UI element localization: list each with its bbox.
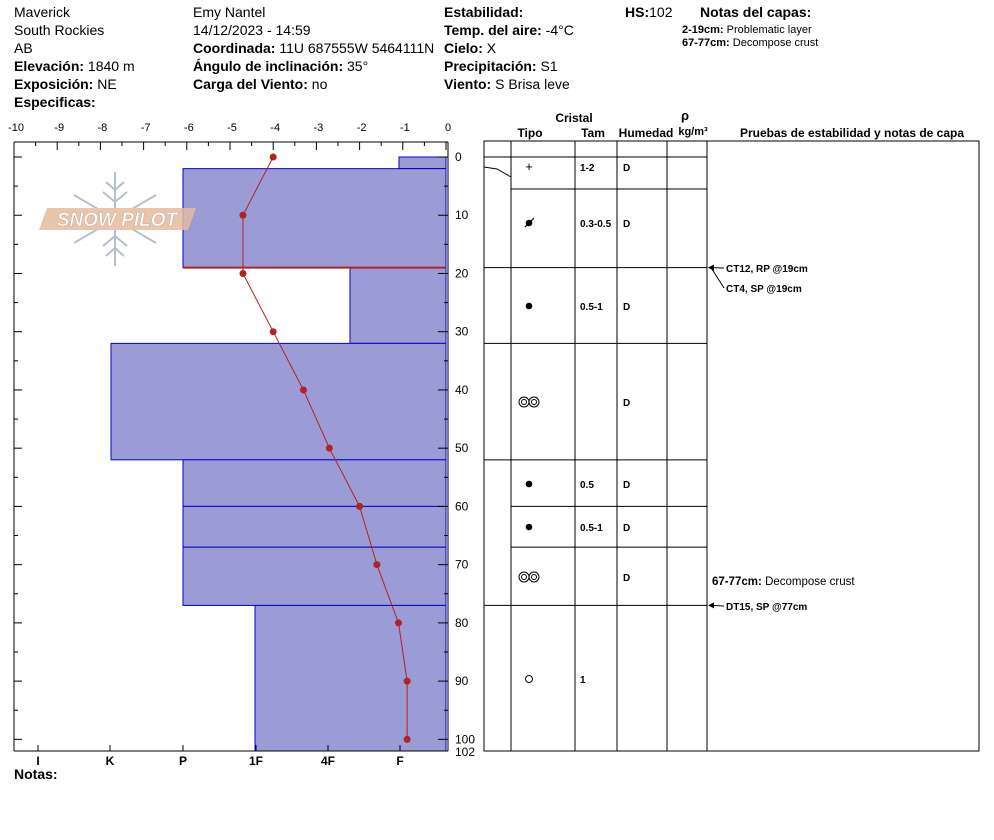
- hardness-tick-label: F: [396, 754, 404, 768]
- temp-tick-label: -9: [54, 122, 65, 134]
- temp-tick-label: -5: [227, 122, 237, 134]
- temp-tick-label: -7: [140, 122, 151, 134]
- temp-tick-label: -8: [97, 122, 108, 134]
- layer-size: 1: [580, 675, 586, 686]
- region: South Rockies: [14, 22, 105, 38]
- footer-notes: Notas:: [14, 766, 58, 782]
- header-tests: Pruebas de estabilidad y notas de capa: [739, 126, 965, 140]
- state: AB: [14, 40, 33, 56]
- stability-test-label: DT15, SP @77cm: [726, 602, 808, 613]
- table-frame: [484, 141, 979, 751]
- hardness-layer: [183, 547, 446, 605]
- observer: Emy Nantel: [193, 4, 266, 20]
- slope-angle: Ángulo de inclinación: 35°: [193, 58, 369, 74]
- layer-size: 0.5-1: [580, 302, 603, 313]
- layer-notes-title: Notas del capas:: [700, 4, 812, 20]
- sky: Cielo: X: [444, 40, 497, 56]
- hardness-layer: [350, 268, 446, 344]
- temperature-point: [404, 736, 411, 743]
- temperature-point: [395, 619, 402, 626]
- temperature-point: [373, 561, 380, 568]
- temp-tick-label: -4: [270, 122, 281, 134]
- layer-note-1: 2-19cm: Problematic layer: [682, 24, 812, 36]
- header-crystal: Cristal: [555, 111, 593, 125]
- air-temperature: Temp. del aire: -4°C: [444, 22, 574, 38]
- layer-note-label: [712, 576, 855, 588]
- header-density-unit: kg/m³: [678, 126, 708, 138]
- layer-moisture: D: [623, 219, 631, 230]
- stability-arrow-icon: [708, 265, 714, 271]
- grain-rounded-icon: [526, 481, 533, 488]
- grain-rounded-icon: [526, 303, 533, 310]
- wind: Viento: S Brisa leve: [444, 76, 570, 92]
- depth-tick-label: 20: [455, 266, 469, 281]
- precipitation: Precipitación: S1: [444, 58, 558, 74]
- grain-melt-form-inner: [532, 575, 537, 580]
- temperature-point: [326, 445, 333, 452]
- layer-moisture: D: [623, 163, 631, 174]
- datetime: 14/12/2023 - 14:59: [193, 22, 311, 38]
- hardness-layer: [399, 157, 446, 169]
- header-moisture: Humedad: [618, 126, 674, 140]
- layer-moisture: D: [623, 573, 631, 584]
- depth-tick-label: 40: [455, 382, 469, 397]
- stability-arrow-icon: [708, 602, 714, 608]
- hardness-layer: [183, 169, 446, 268]
- aspect: Exposición: NE: [14, 76, 117, 92]
- temp-tick-label: -1: [399, 122, 410, 134]
- depth-tick-label: 100: [455, 732, 476, 747]
- hardness-layer: [255, 605, 446, 751]
- depth-tick-label: 60: [455, 499, 469, 514]
- hardness-tick-label: K: [105, 754, 115, 768]
- depth-tick-label: 10: [455, 208, 469, 223]
- layer-moisture: D: [623, 302, 631, 313]
- temperature-point: [270, 154, 277, 161]
- temperature-point: [300, 386, 307, 393]
- depth-tick-label: 50: [455, 441, 469, 456]
- grain-melt-form-inner: [522, 400, 527, 405]
- location: Maverick: [14, 4, 71, 20]
- depth-tick-label: 90: [455, 674, 469, 689]
- wind-loading: Carga del Viento: no: [193, 76, 328, 92]
- hardness-tick-label: 1F: [248, 754, 264, 768]
- layer-moisture: D: [623, 480, 631, 491]
- temp-tick-label: -6: [183, 122, 194, 134]
- layer-note-text: Decompose crust: [761, 576, 855, 588]
- temp-tick-label: 0: [444, 122, 452, 134]
- layer-moisture: D: [623, 523, 631, 534]
- temp-tick-label: -2: [356, 122, 367, 134]
- stability-test-leader: [711, 268, 724, 288]
- specifics: Especificas:: [14, 94, 96, 110]
- coordinate: Coordinada: 11U 687555W 5464111N: [193, 40, 435, 56]
- hardness-layer: [183, 460, 446, 507]
- layer-size: 0.5-1: [580, 523, 603, 534]
- stability-test-label: CT12, RP @19cm: [726, 264, 808, 275]
- temp-tick-label: -3: [313, 122, 324, 134]
- grain-rounded-icon: [526, 524, 533, 531]
- hardness-tick-label: P: [178, 754, 188, 768]
- stability-test-label: CT4, SP @19cm: [726, 284, 802, 295]
- snow-pilot-logo: [39, 172, 196, 266]
- layer-note-range: 67-77cm:: [712, 576, 762, 588]
- grain-faceted-rounded-icon: [526, 676, 533, 683]
- header-density-symbol: ρ: [680, 108, 690, 123]
- header-size: Tam: [581, 126, 605, 140]
- temperature-point: [404, 678, 411, 685]
- elevation: Elevación: 1840 m: [14, 58, 135, 74]
- depth-tick-label: 30: [455, 324, 469, 339]
- layer-moisture: D: [623, 398, 631, 409]
- stability: Estabilidad:: [444, 4, 524, 20]
- grain-melt-form-icon: [519, 397, 529, 407]
- hardness-tick-label: 4F: [320, 754, 336, 768]
- layer-size: 0.5: [580, 480, 594, 491]
- grain-melt-form-icon: [529, 397, 539, 407]
- layer-size: 1-2: [580, 163, 595, 174]
- hardness-tick-label: I: [36, 754, 40, 768]
- grain-new-snow-icon: +: [525, 159, 533, 174]
- snow-height: HS:102: [625, 4, 673, 20]
- layer-note-2: 67-77cm: Decompose crust: [682, 37, 819, 49]
- hardness-layer: [111, 343, 446, 459]
- temperature-point: [239, 212, 246, 219]
- temp-tick-label: -10: [8, 122, 24, 134]
- grain-melt-form-inner: [522, 575, 527, 580]
- temperature-point: [270, 328, 277, 335]
- surface-connector: [484, 167, 511, 177]
- depth-tick-label: 70: [455, 557, 469, 572]
- layer-size: 0.3-0.5: [580, 219, 612, 230]
- grain-melt-form-icon: [519, 572, 529, 582]
- grain-melt-form-icon: [529, 572, 539, 582]
- depth-tick-label: 80: [455, 615, 469, 630]
- depth-tick-label: 102: [455, 745, 476, 759]
- temperature-point: [239, 270, 246, 277]
- layers-table: [484, 108, 979, 751]
- grain-melt-form-inner: [532, 400, 537, 405]
- hardness-layer: [183, 506, 446, 547]
- temperature-point: [356, 503, 363, 510]
- hardness-layers: [111, 157, 446, 751]
- logo-text: SNOW PILOT: [56, 210, 178, 231]
- depth-tick-label: 0: [455, 150, 462, 164]
- header-type: Tipo: [517, 126, 543, 140]
